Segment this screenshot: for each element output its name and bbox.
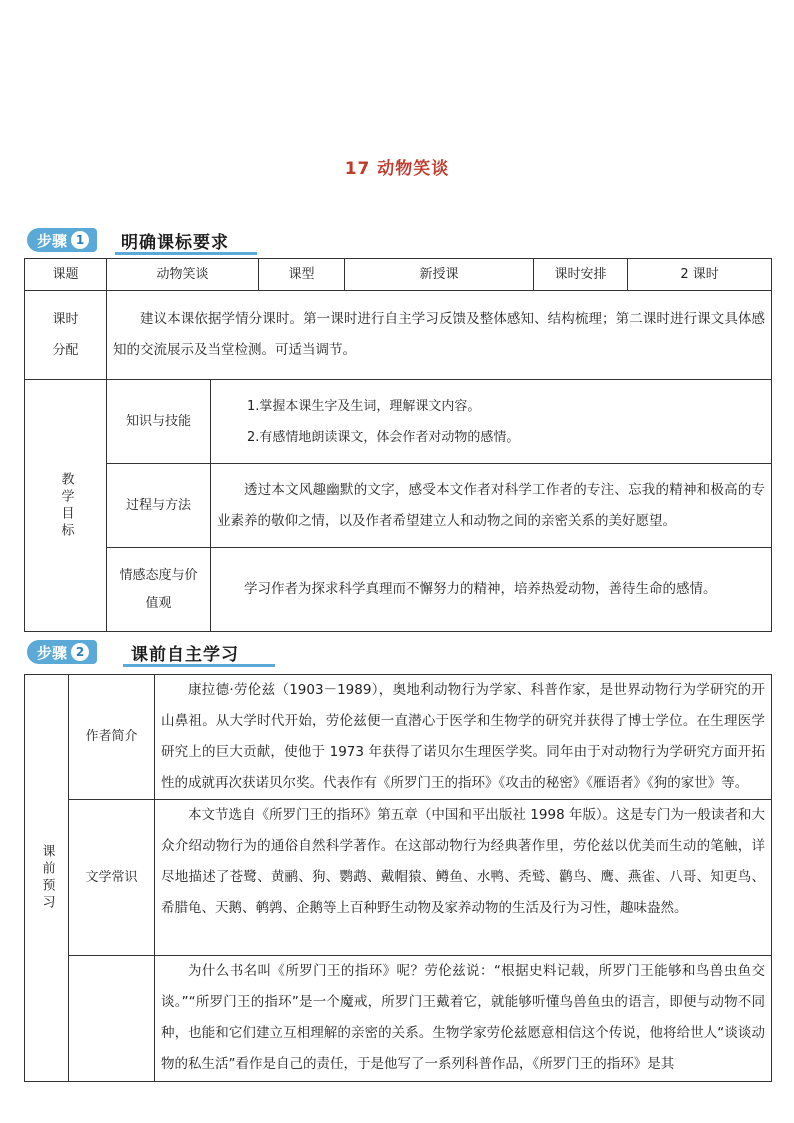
author-text: 康拉德·劳伦兹（1903－1989），奥地利动物行为学家、科普作家，是世界动物行为学研究的开山鼻祖。从大学时代开始，劳伦兹便一直潜心于医学和生物学的研究并获得了博士学位。在生理医学研究上的巨大贡献，使他于 1973 年获得了诺贝尔生理医学奖。同年由于对动物行为学研究方面开拓性的成就再次获诺贝尔奖。代表作有《所罗门王的指环》《攻击的秘密》《雁语者》《狗的家世》等。	[161, 682, 765, 791]
topic-row	[25, 259, 772, 291]
step2-badge	[27, 640, 97, 664]
step2-label: 步骤	[37, 643, 68, 662]
allocation-text: 建议本课依据学情分课时。第一课时进行自主学习反馈及整体感知、结构梳理；第二课时进行课文具体感知的交流展示及当堂检测。可适当调节。	[113, 311, 766, 358]
emotion-row	[25, 548, 772, 632]
process-row	[25, 464, 772, 548]
knowledge-item-1: 1.掌握本课生字及生词，理解课文内容。	[247, 398, 481, 414]
author-row	[25, 675, 772, 800]
extra-text: 为什么书名叫《所罗门王的指环》呢？劳伦兹说：“根据史料记载，所罗门王能够和鸟兽虫鱼交谈。”“所罗门王的指环”是一个魔戒，所罗门王戴着它，就能够听懂鸟兽鱼虫的语言，即便与动物不同种，也能和它们建立互相理解的亲密的关系。生物学家劳伦兹愿意相信这个传说，他将给世人“谈谈动物的私生活”看作是自己的责任，于是他写了一系列科普作品，《所罗门王的指环》是其	[161, 963, 765, 1072]
step1-underline	[115, 252, 257, 255]
emotion-text: 学习作者为探求科学真理而不懈努力的精神，培养热爱动物，善待生命的感情。	[244, 581, 717, 597]
schedule-label: 课时安排	[534, 259, 628, 291]
page-title: 17 动物笑谈	[344, 159, 450, 179]
extra-label	[69, 956, 155, 1082]
emotion-label-line2: 值观	[145, 595, 172, 611]
curriculum-table	[24, 258, 772, 632]
literature-row	[25, 800, 772, 956]
step1-number: 1	[71, 231, 89, 249]
extra-cell	[155, 956, 772, 1082]
author-label: 作者简介	[69, 675, 155, 800]
emotion-label	[107, 548, 211, 632]
step2-number: 2	[71, 643, 89, 661]
literature-cell	[155, 800, 772, 956]
preview-table	[24, 674, 772, 1082]
allocation-cell	[107, 291, 772, 380]
step1-header	[27, 228, 257, 252]
allocation-label-line2: 分配	[52, 343, 79, 358]
step2-heading: 课前自主学习	[131, 644, 239, 665]
knowledge-cell	[211, 380, 772, 464]
type-label: 课型	[259, 259, 345, 291]
type-value: 新授课	[345, 259, 534, 291]
emotion-cell	[211, 548, 772, 632]
preview-label: 课前预习	[39, 844, 55, 912]
knowledge-row	[25, 380, 772, 464]
step2-header	[27, 640, 275, 664]
step1-heading: 明确课标要求	[121, 232, 229, 253]
extra-row	[25, 956, 772, 1082]
process-label: 过程与方法	[107, 464, 211, 548]
author-cell	[155, 675, 772, 800]
knowledge-label: 知识与技能	[107, 380, 211, 464]
allocation-label	[25, 291, 107, 380]
emotion-label-line1: 情感态度与价	[119, 567, 198, 583]
literature-label: 文学常识	[69, 800, 155, 956]
topic-label: 课题	[25, 259, 107, 291]
schedule-value: 2 课时	[628, 259, 772, 291]
topic-value: 动物笑谈	[107, 259, 259, 291]
step2-underline	[123, 664, 275, 667]
goals-label: 教学目标	[58, 471, 74, 540]
allocation-label-line1: 课时	[52, 312, 79, 327]
goals-label-cell	[25, 380, 107, 632]
knowledge-item-2: 2.有感情地朗读课文，体会作者对动物的感情。	[247, 429, 520, 445]
allocation-row	[25, 291, 772, 380]
step1-label: 步骤	[37, 231, 68, 250]
process-cell	[211, 464, 772, 548]
process-text: 透过本文风趣幽默的文字，感受本文作者对科学工作者的专注、忘我的精神和极高的专业素养的敬仰之情，以及作者希望建立人和动物之间的亲密关系的美好愿望。	[217, 481, 766, 529]
preview-label-cell	[25, 675, 69, 1082]
step1-badge	[27, 228, 97, 252]
literature-text: 本文节选自《所罗门王的指环》第五章（中国和平出版社 1998 年版）。这是专门为一般读者和大众介绍动物行为的通俗自然科学著作。在这部动物行为经典著作里，劳伦兹以优美而生动的笔触，详尽地描述了苍鹭、黄鹂、狗、鹦鹉、戴帽猿、鳟鱼、水鸭、秃鹫、鹳鸟、鹰、燕雀、八哥、知更鸟、希腊龟、天鹅、鹌鹑、企鹅等上百种野生动物及家养动物的生活及行为习性，趣味盎然。	[161, 807, 765, 916]
